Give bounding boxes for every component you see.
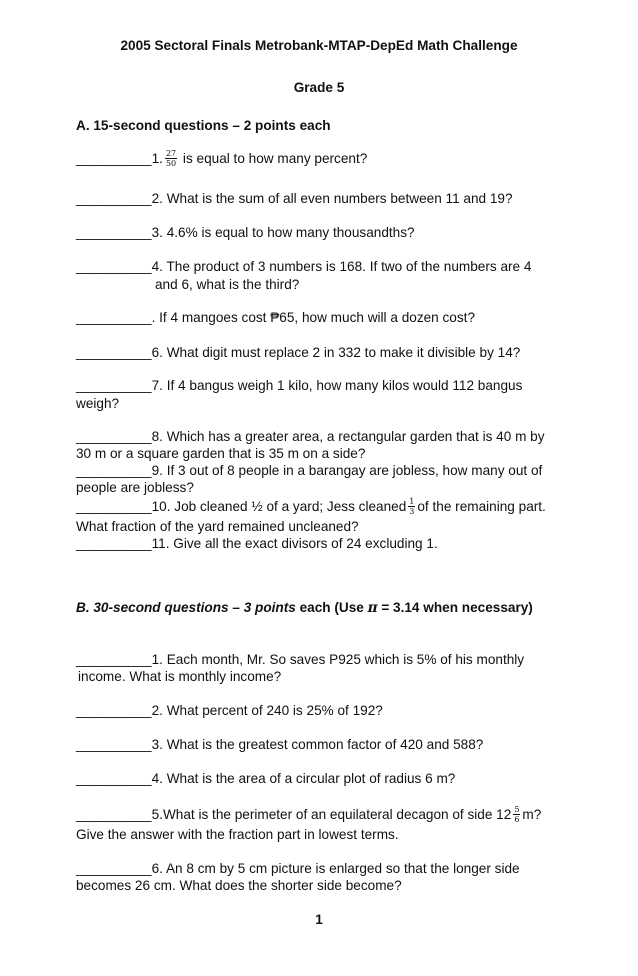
question-a8-line2: 30 m or a square garden that is 35 m on a side?	[76, 446, 366, 461]
question-b5-line2: Give the answer with the fraction part in lowest terms.	[76, 827, 399, 842]
question-b2: __________2. What percent of 240 is 25% of 192?	[76, 703, 383, 718]
question-b1-line2: income. What is monthly income?	[78, 669, 282, 684]
question-a9-line2: people are jobless?	[76, 480, 194, 495]
pi-symbol: π	[367, 600, 378, 616]
question-b5-line1: __________5.What is the perimeter of an equilateral decagon of side 12 $\frac{5}{6}$ m?	[76, 805, 542, 824]
question-a5: __________. If 4 mangoes cost ₱65, how much will a dozen cost?	[76, 310, 475, 325]
question-b1-line1: __________1. Each month, Mr. So saves P925 which is 5% of his monthly	[76, 652, 525, 667]
question-b6-line1: __________6. An 8 cm by 5 cm picture is enlarged so that the longer side	[76, 861, 520, 876]
section-b-heading: B. 30-second questions – 3 points each (Use π = 3.14 when necessary)	[76, 600, 533, 616]
question-a9-line1: __________9. If 3 out of 8 people in a barangay are jobless, how many out of	[76, 463, 543, 478]
question-a6: __________6. What digit must replace 2 in 332 to make it divisible by 14?	[76, 345, 521, 360]
question-a10-line2: What fraction of the yard remained uncleaned?	[76, 519, 359, 534]
question-a4-line1: __________4. The product of 3 numbers is 168. If two of the numbers are 4	[76, 259, 532, 274]
fraction-1-3: $\frac{1}{3}$	[409, 497, 415, 516]
question-a7-line1: __________7. If 4 bangus weigh 1 kilo, how many kilos would 112 bangus	[76, 378, 523, 393]
question-a4-line2: and 6, what is the third?	[155, 277, 300, 292]
section-a-heading: A. 15-second questions – 2 points each	[76, 118, 331, 133]
question-a11: __________11. Give all the exact divisors of 24 excluding 1.	[76, 536, 438, 551]
question-b6-line2: becomes 26 cm. What does the shorter side become?	[76, 878, 402, 893]
question-a10-line1: __________10. Job cleaned ½ of a yard; Jess cleaned $\frac{1}{3}$ of the remaining part.	[76, 497, 546, 516]
question-a7-line2: weigh?	[76, 396, 120, 411]
question-a8-line1: __________8. Which has a greater area, a rectangular garden that is 40 m by	[76, 429, 545, 444]
fraction-27-50: $\frac{27}{50}$	[165, 149, 177, 168]
grade-label: Grade 5	[293, 80, 345, 95]
document-title: 2005 Sectoral Finals Metrobank-MTAP-DepEd Math Challenge	[120, 38, 518, 53]
question-a3: __________3. 4.6% is equal to how many thousandths?	[76, 225, 415, 240]
question-b3: __________3. What is the greatest common factor of 420 and 588?	[76, 737, 484, 752]
question-a1: __________1. $\frac{27}{50}$ is equal to how many percent?	[76, 149, 368, 168]
fraction-5-6: $\frac{5}{6}$	[514, 805, 520, 824]
page-number: 1	[315, 912, 323, 927]
question-b4: __________4. What is the area of a circular plot of radius 6 m?	[76, 771, 456, 786]
question-a2: __________2. What is the sum of all even numbers between 11 and 19?	[76, 191, 513, 206]
